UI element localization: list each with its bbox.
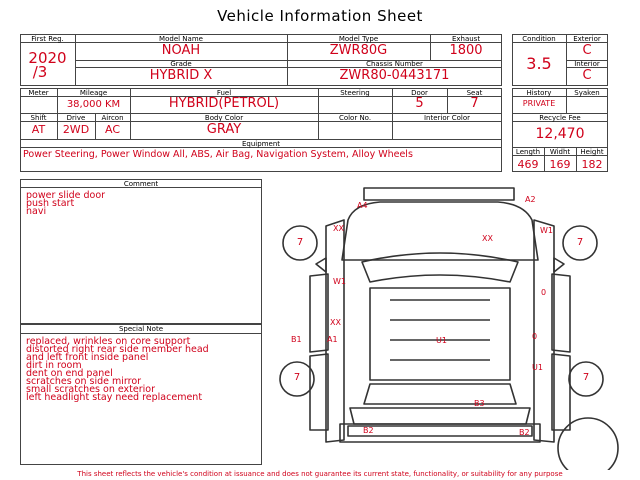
car-damage-diagram xyxy=(270,180,620,470)
damage-mark: 0 xyxy=(532,332,538,341)
special-note-line: left headlight stay need replacement xyxy=(26,392,203,403)
seat-label: Seat xyxy=(466,89,483,97)
exterior-grade: C xyxy=(582,43,592,58)
rear-window-outline xyxy=(364,384,516,404)
damage-mark: W1 xyxy=(333,277,346,286)
height: 182 xyxy=(581,158,603,171)
damage-mark: B2 xyxy=(363,426,374,435)
damage-mark: 0 xyxy=(541,288,547,297)
height-label: Height xyxy=(580,148,604,156)
special-note-line: dent on end panel xyxy=(26,368,113,379)
special-note-line: dirt in room xyxy=(26,360,82,371)
syaken-label: Syaken xyxy=(574,89,600,97)
damage-mark: B3 xyxy=(474,399,485,408)
damage-mark: U1 xyxy=(436,336,447,345)
width: 169 xyxy=(549,158,571,171)
special-note-line: small scratches on exterior xyxy=(26,384,155,395)
special-note-line: and left front inside panel xyxy=(26,352,149,363)
damage-mark: XX xyxy=(482,234,493,243)
recycle-fee: 12,470 xyxy=(535,126,585,142)
length-label: Length xyxy=(515,148,541,156)
damage-mark: XX xyxy=(330,318,341,327)
damage-mark: B1 xyxy=(291,335,302,344)
aircon-label: Aircon xyxy=(101,114,124,122)
first-reg-label: First Reg. xyxy=(31,35,64,43)
roof-outline xyxy=(370,288,510,380)
damage-mark: A4 xyxy=(357,201,368,210)
page-title: Vehicle Information Sheet xyxy=(217,7,423,25)
tailgate-outline xyxy=(350,408,530,424)
body-color: GRAY xyxy=(206,122,242,137)
special-note-line: scratches on side mirror xyxy=(26,376,142,387)
door-label: Door xyxy=(411,89,428,97)
hood-outline xyxy=(342,202,538,260)
interior-label: Interior xyxy=(574,60,600,68)
equipment-label: Equipment xyxy=(242,140,280,148)
comment-line: power slide door xyxy=(26,190,106,201)
width-label: Widht xyxy=(549,148,571,156)
windshield-outline xyxy=(362,253,518,282)
condition-label: Condition xyxy=(522,35,556,43)
aircon: AC xyxy=(104,123,120,136)
special-note-label: Special Note xyxy=(118,325,164,333)
model-name-label: Model Name xyxy=(159,35,203,43)
model-type-label: Model Type xyxy=(338,35,379,43)
tire-front-right-value: 7 xyxy=(576,237,584,248)
mileage-label: Mileage xyxy=(79,89,108,97)
shift-label: Shift xyxy=(30,114,47,122)
condition-grade: 3.5 xyxy=(526,54,552,73)
model-type: ZWR80G xyxy=(329,43,388,58)
chassis-label: Chassis Number xyxy=(366,60,423,68)
tire-rear-left-value: 7 xyxy=(293,372,301,383)
history-label: History xyxy=(526,89,552,97)
damage-mark: U1 xyxy=(532,363,543,372)
interior-grade: C xyxy=(582,68,592,83)
tire-front-left-value: 7 xyxy=(296,237,304,248)
grade-label: Grade xyxy=(170,60,192,68)
meter-label: Meter xyxy=(28,89,49,97)
first-reg-month: /3 xyxy=(32,63,48,81)
recycle-fee-label: Recycle Fee xyxy=(539,114,581,122)
damage-mark: A1 xyxy=(327,335,338,344)
length: 469 xyxy=(517,158,539,171)
interior-color-label: Interior Color xyxy=(423,114,471,122)
comment-line: push start xyxy=(26,198,75,209)
exhaust: 1800 xyxy=(449,43,483,58)
body-color-label: Body Color xyxy=(204,114,244,122)
color-no-label: Color No. xyxy=(338,114,372,122)
special-note-line: replaced, wrinkles on core support xyxy=(26,336,191,347)
drive: 2WD xyxy=(62,123,90,136)
spare-tire-outline xyxy=(558,418,618,470)
chassis-number: ZWR80-0443171 xyxy=(339,68,450,83)
door-count: 5 xyxy=(415,96,424,111)
steering-label: Steering xyxy=(340,89,370,97)
tire-rear-right-value: 7 xyxy=(582,372,590,383)
comment-line: navi xyxy=(26,206,47,217)
history: PRIVATE xyxy=(522,99,556,108)
disclaimer: This sheet reflects the vehicle's condition at issuance and does not guarantee its current state, functionality, or suitability for any purpose xyxy=(77,470,563,478)
fuel: HYBRID(PETROL) xyxy=(168,96,280,111)
damage-mark: W1 xyxy=(540,226,553,235)
damage-mark: A2 xyxy=(525,195,536,204)
exhaust-label: Exhaust xyxy=(451,35,481,43)
damage-mark: B2 xyxy=(519,428,530,437)
comment-label: Comment xyxy=(123,180,159,188)
model-name: NOAH xyxy=(161,43,201,58)
front-bumper-outline xyxy=(364,188,514,200)
damage-mark: XX xyxy=(333,224,344,233)
first-reg-year: 2020 xyxy=(28,49,67,67)
grade: HYBRID X xyxy=(149,68,213,83)
drive-label: Drive xyxy=(66,114,86,122)
exterior-label: Exterior xyxy=(573,35,601,43)
seat-count: 7 xyxy=(470,96,479,111)
special-note-line: distorted right rear side member head xyxy=(26,344,209,355)
shift: AT xyxy=(31,123,46,136)
equipment-list: Power Steering, Power Window All, ABS, Air Bag, Navigation System, Alloy Wheels xyxy=(23,149,413,160)
fuel-label: Fuel xyxy=(216,89,232,97)
mileage: 38,000 KM xyxy=(66,99,121,110)
